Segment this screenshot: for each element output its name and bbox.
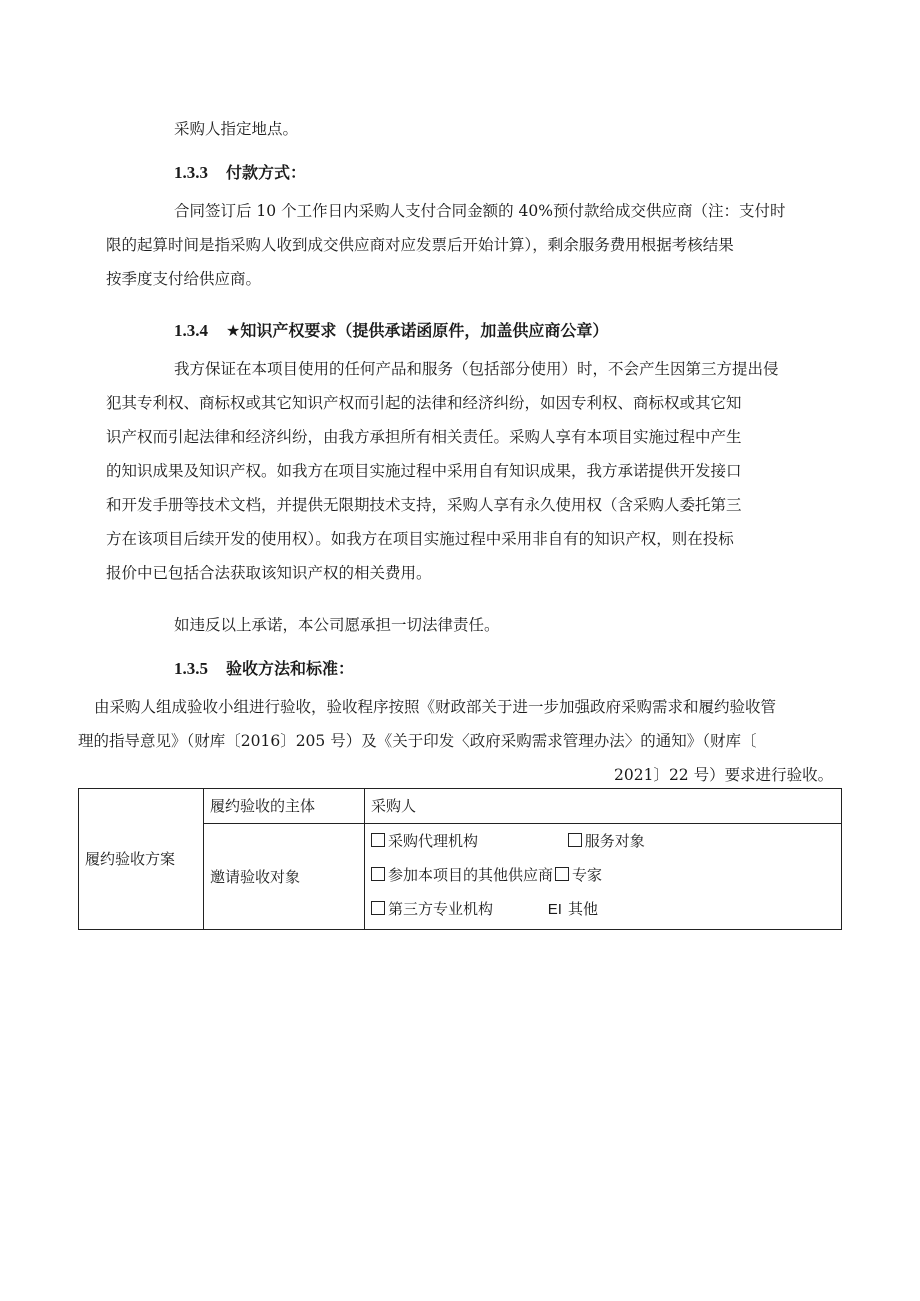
option-label: 服务对象 [584,832,645,850]
paragraph-line: 限的起算时间是指采购人收到成交供应商对应发票后开始计算），剩余服务费用根据考核结果 [106,236,734,254]
section-title: 付款方式： [226,163,307,182]
section-1-3-4-heading [174,318,608,341]
invite-label-cell: 邀请验收对象 [204,824,365,930]
checkbox-icon[interactable] [371,833,385,847]
paragraph-line: 方在该项目后续开发的使用权）。如我方在项目实施过程中采用非自有的知识产权，则在投标 [106,530,734,548]
checkbox-icon[interactable] [371,901,385,915]
acceptance-line: 理的指导意见》（财库〔2016〕205 号）及《关于印发〈政府采购需求管理办法〉的通知》（财库〔 [78,732,757,750]
paragraph-line: 和开发手册等技术文档，并提供无限期技术支持，采购人享有永久使用权（含采购人委托第三 [106,496,742,514]
option-expert[interactable] [553,858,602,892]
section-number: 1.3.4 [174,321,208,340]
checkbox-icon[interactable] [568,833,582,847]
options-line [371,824,835,858]
section-title: ★知识产权要求（提供承诺函原件，加盖供应商公章） [226,321,609,340]
section-number: 1.3.5 [174,659,208,678]
payment-paragraph [106,194,854,296]
acceptance-line: 由采购人组成验收小组进行验收，验收程序按照《财政部关于进一步加强政府采购需求和履约验收管 [94,698,777,716]
checkbox-icon[interactable] [555,867,569,881]
option-label: 第三方专业机构 [388,900,494,918]
section-title: 验收方法和标准： [226,659,355,678]
option-label: 参加本项目的其他供应商 [388,866,554,884]
option-other-supplier[interactable] [371,858,553,892]
option-other[interactable] [548,892,598,927]
section-number: 1.3.3 [174,163,208,182]
options-line [371,858,835,892]
ip-commitment-line: 如违反以上承诺，本公司愿承担一切法律责任。 [174,616,500,634]
acceptance-plan-table [78,788,842,930]
option-third-party[interactable] [371,892,543,926]
option-service-target[interactable] [568,824,645,858]
option-agency[interactable] [371,824,563,858]
section-1-3-5-heading [174,656,354,679]
subject-value-cell: 采购人 [365,789,842,824]
invite-options-cell [365,824,842,930]
acceptance-line: 2021〕22 号）要求进行验收。 [614,766,834,784]
checked-mark[interactable]: EI [547,901,562,918]
paragraph-line: 的知识成果及知识产权。如我方在项目实施过程中采用自有知识成果，我方承诺提供开发接口 [106,462,742,480]
paragraph-line: 报价中已包括合法获取该知识产权的相关费用。 [106,564,432,582]
subject-label-cell: 履约验收的主体 [204,789,365,824]
options-line [371,892,835,927]
paragraph-line: 我方保证在本项目使用的任何产品和服务（包括部分使用）时，不会产生因第三方提出侵 [174,360,779,378]
paragraph-line: 按季度支付给供应商。 [106,270,262,288]
option-label: 采购代理机构 [388,832,479,850]
row-header-cell: 履约验收方案 [79,789,204,930]
ip-paragraph [106,352,854,590]
section-1-3-3-heading [174,160,306,183]
table-row [79,789,842,824]
option-label: 其他 [567,900,598,918]
checkbox-icon[interactable] [371,867,385,881]
intro-line: 采购人指定地点。 [174,120,299,138]
option-label: 专家 [572,866,603,884]
paragraph-line: 合同签订后 10 个工作日内采购人支付合同金额的 40%预付款给成交供应商（注：支付时 [174,202,786,220]
paragraph-line: 识产权而引起法律和经济纠纷，由我方承担所有相关责任。采购人享有本项目实施过程中产生 [106,428,742,446]
paragraph-line: 犯其专利权、商标权或其它知识产权而引起的法律和经济纠纷，如因专利权、商标权或其它知 [106,394,742,412]
